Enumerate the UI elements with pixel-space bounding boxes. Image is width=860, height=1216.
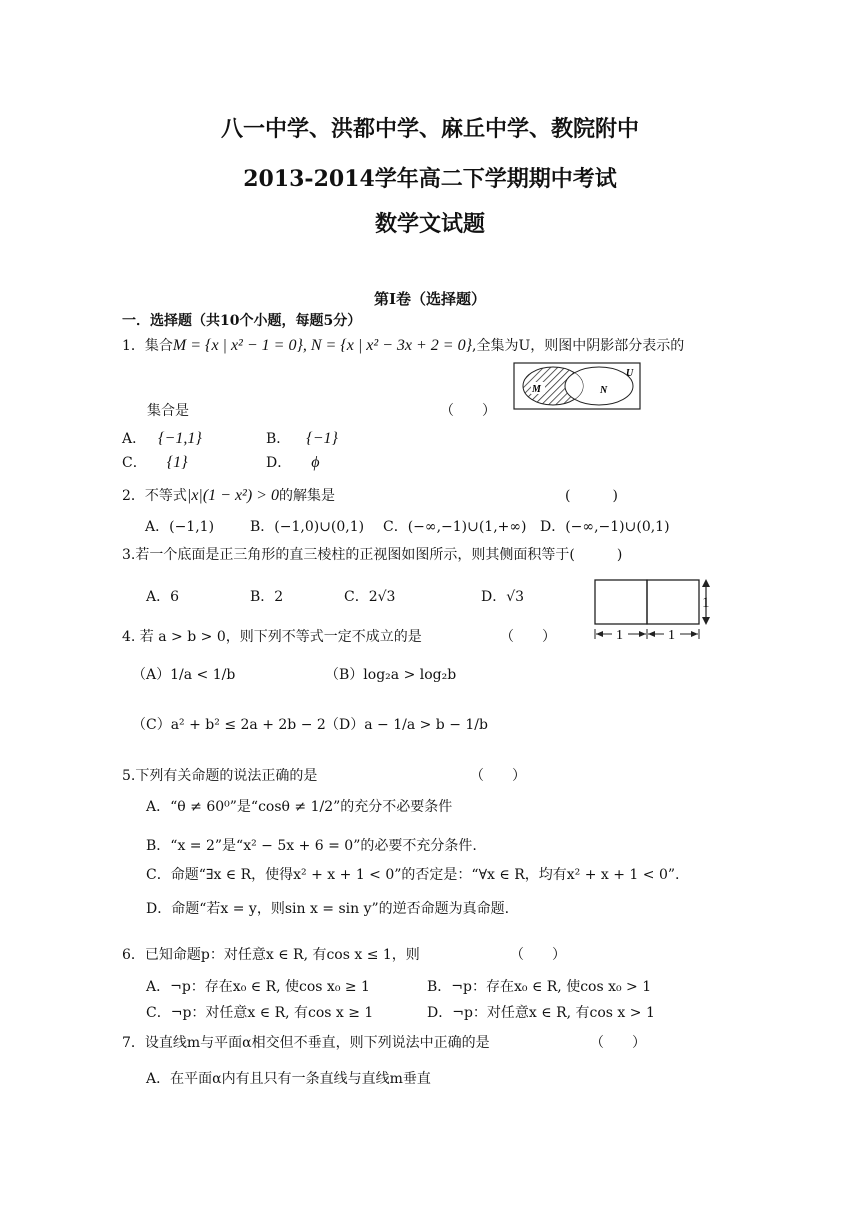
question-4: 4. 若 a > b > 0，则下列不等式一定不成立的是 <box>122 629 422 645</box>
question-3: 3.若一个底面是正三角形的直三棱柱的正视图如图所示，则其侧面积等于( ) <box>122 547 623 563</box>
q5-answer-paren: （ ） <box>470 768 526 784</box>
q1-option-d-label: D． <box>266 455 292 471</box>
venn-label-m: M <box>532 384 541 395</box>
q7-option-a: A．在平面α内有且只有一条直线与直线m垂直 <box>146 1071 431 1087</box>
view-rect-left <box>595 580 647 624</box>
venn-diagram <box>513 362 641 410</box>
q6-answer-paren: （ ） <box>510 947 566 963</box>
q2-option-b: B．(−1,0)∪(0,1) <box>250 519 365 535</box>
q1-option-a-value: {−1,1} <box>158 430 202 447</box>
q6-option-b: B．¬p：存在x₀ ∈ R, 使cos x₀ > 1 <box>427 979 652 995</box>
q3-option-b: B．2 <box>250 589 284 605</box>
q6-option-c: C．¬p：对任意x ∈ R, 有cos x ≥ 1 <box>146 1005 374 1021</box>
q2-stem-tail: 的解集是 <box>278 488 335 504</box>
question-1 <box>122 335 684 355</box>
q4-answer-paren: （ ） <box>500 629 556 645</box>
q1-option-c-label: C． <box>122 455 147 471</box>
q1-option-d <box>266 452 320 472</box>
venn-label-n: N <box>600 385 608 396</box>
q5-option-b: B．“x = 2”是“x² − 5x + 6 = 0”的必要不充分条件. <box>146 838 477 854</box>
q3-option-a: A．6 <box>146 589 180 605</box>
part-heading: 一．选择题（共10个小题，每题5分） <box>122 313 362 329</box>
section-title: 第Ⅰ卷（选择题） <box>373 290 487 308</box>
q1-stem-rest: ,全集为U，则图中阴影部分表示的 <box>472 338 685 354</box>
q5-option-d: D．命题“若x = y，则sin x = sin y”的逆否命题为真命题. <box>146 901 510 917</box>
q1-set-m: M = {x | x² − 1 = 0} <box>172 337 303 354</box>
q4-option-d: （D）a − 1/a > b − 1/b <box>325 717 488 733</box>
q5-option-a: A．“θ ≠ 60⁰”是“cosθ ≠ 1/2”的充分不必要条件 <box>146 799 453 815</box>
question-5: 5.下列有关命题的说法正确的是 <box>122 768 318 784</box>
question-6: 6．已知命题p：对任意x ∈ R, 有cos x ≤ 1，则 <box>122 947 420 963</box>
q1-option-a <box>122 428 202 448</box>
q4-option-a: （A）1/a < 1/b <box>132 667 236 683</box>
q7-answer-paren: （ ） <box>590 1035 646 1051</box>
q3-option-d: D．√3 <box>481 589 525 605</box>
q1-answer-paren: （ ） <box>440 403 496 419</box>
q4-option-b: （B）log₂a > log₂b <box>325 667 457 683</box>
q1-set-n: , N = {x | x² − 3x + 2 = 0} <box>302 337 472 354</box>
prism-front-view <box>588 576 720 644</box>
dim-height-label: 1 <box>702 595 710 611</box>
q1-option-d-value: ϕ <box>311 454 320 471</box>
q1-option-a-label: A． <box>122 431 147 447</box>
q1-option-b-label: B． <box>266 431 291 447</box>
q1-option-b <box>266 428 338 448</box>
q6-option-d: D．¬p：对任意x ∈ R, 有cos x > 1 <box>427 1005 655 1021</box>
q1-option-c-value: {1} <box>166 454 188 471</box>
q1-line2: 集合是 <box>147 403 189 419</box>
q1-number: 1．集合 <box>122 338 173 354</box>
q3-option-c: C．2√3 <box>344 589 396 605</box>
q2-stem: 2．不等式 <box>122 488 187 504</box>
exam-title: 2013-2014学年高二下学期期中考试 <box>243 166 617 192</box>
view-rect-right <box>647 580 699 624</box>
q2-answer-paren: ( ) <box>565 488 618 504</box>
q2-option-c: C．(−∞,−1)∪(1,+∞) <box>383 519 527 535</box>
q4-option-c: （C）a² + b² ≤ 2a + 2b − 2 <box>132 717 326 733</box>
school-title: 八一中学、洪都中学、麻丘中学、教院附中 <box>220 116 639 142</box>
question-7: 7．设直线m与平面α相交但不垂直，则下列说法中正确的是 <box>122 1035 490 1051</box>
venn-label-u: U <box>626 368 634 379</box>
dim-width-label-1: 1 <box>616 628 623 643</box>
subject-title: 数学文试题 <box>374 211 485 237</box>
q1-option-c <box>122 452 188 472</box>
q6-option-a: A．¬p：存在x₀ ∈ R, 使cos x₀ ≥ 1 <box>146 979 370 995</box>
q1-option-b-value: {−1} <box>306 430 338 447</box>
q5-option-c: C．命题“∃x ∈ R，使得x² + x + 1 < 0”的否定是：“∀x ∈ R，均有x² + x + 1 < 0”. <box>146 867 680 883</box>
question-2 <box>122 485 335 505</box>
dim-width-label-2: 1 <box>668 628 675 643</box>
q2-option-a: A．(−1,1) <box>145 519 215 535</box>
q2-expression: |x|(1 − x²) > 0 <box>186 487 279 504</box>
q2-option-d: D．(−∞,−1)∪(0,1) <box>540 519 670 535</box>
